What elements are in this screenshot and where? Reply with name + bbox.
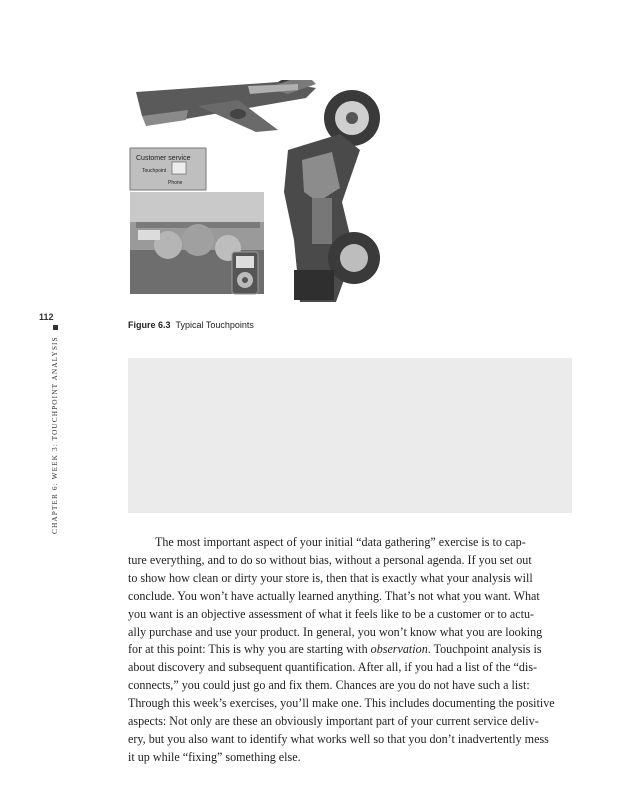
body-line: aspects: Not only are these an obviously important part of your current service deliv- xyxy=(128,714,539,729)
running-head-square-icon xyxy=(53,325,58,330)
figure-caption-number: Figure 6.3 xyxy=(128,320,171,330)
airplane-image xyxy=(136,80,316,132)
running-head-chapter: CHAPTER xyxy=(50,493,59,534)
body-line: conclude. You won’t have actually learned anything. That’s not what you want. What xyxy=(128,588,540,603)
body-line: ally purchase and use your product. In general, you won’t know what you are looking xyxy=(128,624,543,639)
svg-text:Customer service: Customer service xyxy=(136,155,191,162)
body-line: about discovery and subsequent quantification. After all, if you had a list of the “dis- xyxy=(128,660,538,675)
figure-caption-text: Typical Touchpoints xyxy=(175,320,254,330)
svg-text:Phone: Phone xyxy=(168,180,183,186)
body-line: you want is an objective assessment of what it feels like to be a customer or to actu- xyxy=(128,606,535,621)
placeholder-box xyxy=(128,358,572,513)
body-line: connects,” you could just go and fix them. Chances are you do not have such a list: xyxy=(128,678,530,693)
body-line: ery, but you also want to identify what works well so that you don’t inadvertently mess xyxy=(128,731,549,746)
body-line: to show how clean or dirty your store is, then that is exactly what your analysis will xyxy=(128,570,533,585)
figure-caption xyxy=(128,320,254,330)
body-line: Through this week’s exercises, you’ll make one. This includes documenting the positive xyxy=(128,696,555,711)
body-line: ture everything, and to do so without bias, without a personal agenda. If you set out xyxy=(128,552,532,567)
body-line: for at this point: This is why you are starting with observation. Touchpoint analysis is xyxy=(128,642,542,657)
running-head xyxy=(50,334,59,534)
running-head-chapter-number: 6: xyxy=(50,482,59,491)
body-paragraph xyxy=(128,534,574,767)
emphasis-observation: observation xyxy=(370,642,428,657)
page-number: 112 xyxy=(39,312,54,322)
svg-text:Touchpoint: Touchpoint xyxy=(142,168,167,174)
body-line: it up while “fixing” something else. xyxy=(128,749,301,764)
touchpoints-figure xyxy=(128,80,386,310)
running-head-title: WEEK 3: TOUCHPOINT ANALYSIS xyxy=(50,336,59,480)
motorcycle-image xyxy=(284,90,380,302)
body-line: The most important aspect of your initial “data gathering” exercise is to cap- xyxy=(155,535,526,549)
touchpoints-collage-image xyxy=(128,80,386,310)
